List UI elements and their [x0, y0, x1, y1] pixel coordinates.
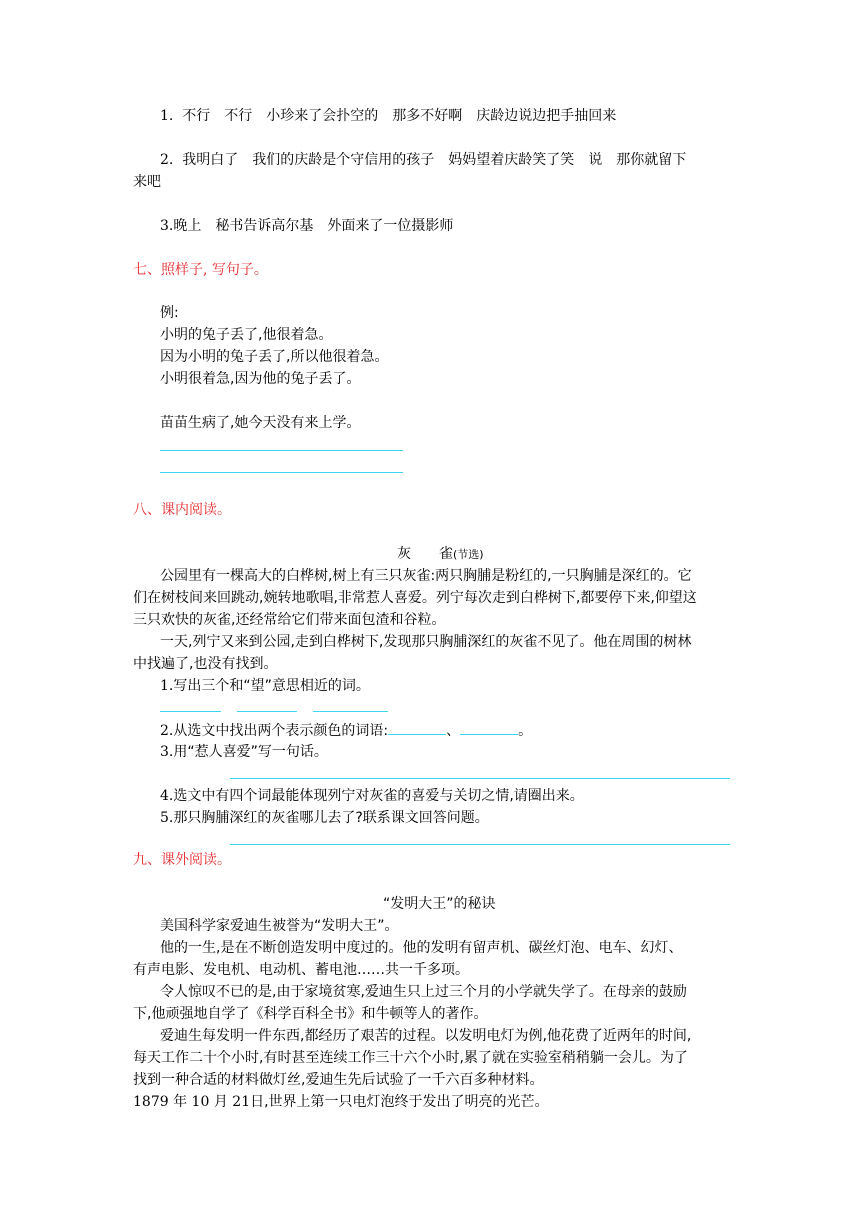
s6-item-3-num: 3.: [160, 218, 174, 234]
s9-para-3-line-1: 令人惊叹不已的是,由于家境贫寒,爱迪生只上过三个月的小学就失学了。在母亲的鼓励: [160, 984, 687, 1000]
s8-q3-answer-line[interactable]: [230, 778, 730, 779]
s9-day: 21: [232, 1094, 251, 1110]
s6-item-2-line-2: 来吧: [133, 174, 161, 190]
s9-year: 1879: [133, 1094, 169, 1110]
s8-q5-num: 5.: [160, 810, 174, 826]
s8-q1-blank-3[interactable]: [313, 711, 388, 712]
s8-q2-sep: 、: [446, 723, 461, 739]
s8-q2-num: 2.: [160, 723, 174, 739]
s9-para-4-line-3: 找到一种合适的材料做灯丝,爱迪生先后试验了一千六百多种材料。: [133, 1072, 544, 1088]
s8-title-main: 灰 雀: [397, 546, 453, 562]
s9-para-4-line-1: 爱迪生每发明一件东西,都经历了艰苦的过程。以发明电灯为例,他花费了近两年的时间,: [160, 1028, 692, 1044]
s7-example-label: 例:: [160, 305, 179, 321]
s8-question-1: [160, 676, 370, 696]
s8-q3-num: 3.: [160, 744, 174, 760]
s9-para-2-line-1: 他的一生,是在不断创造发明中度过的。他的发明有留声机、碳丝灯泡、电车、幻灯、: [160, 940, 683, 956]
s8-q5-text: 那只胸脯深红的灰雀哪儿去了?联系课文回答问题。: [173, 810, 489, 826]
s8-para-2-line-2: 中找遍了,也没有找到。: [133, 656, 278, 672]
s9-year-unit: 年: [173, 1094, 188, 1110]
s9-heading: 九、课外阅读。: [133, 852, 231, 868]
s6-item-3-text: 晚上 秘书告诉高尔基 外面来了一位摄影师: [173, 218, 454, 234]
s6-item-3: [160, 216, 453, 236]
s8-question-3: [160, 742, 328, 762]
s6-item-2: [160, 150, 686, 170]
s8-heading: 八、课内阅读。: [133, 502, 231, 518]
s9-month-unit: 月: [213, 1094, 228, 1110]
s8-passage-title: [397, 544, 484, 565]
s7-example-line-3: 小明很着急,因为他的兔子丢了。: [160, 371, 361, 387]
s8-q2-text: 从选文中找出两个表示颜色的词语:: [173, 723, 389, 739]
s6-item-1: [160, 106, 616, 126]
s8-q3-text: 用“惹人喜爱”写一句话。: [173, 744, 328, 760]
s6-item-1-text: 不行 不行 小珍来了会扑空的 那多不好啊 庆龄边说边把手抽回来: [182, 108, 617, 124]
s6-item-2-num: 2.: [160, 152, 174, 168]
s8-q2-blank-2[interactable]: [460, 720, 518, 735]
s8-question-2: [160, 720, 532, 741]
s7-example-line-2: 因为小明的兔子丢了,所以他很着急。: [160, 349, 389, 365]
s8-q4-text: 选文中有四个词最能体现列宁对灰雀的喜爱与关切之情,请圈出来。: [173, 788, 584, 804]
s8-question-5: [160, 808, 489, 828]
s8-q2-blank-1[interactable]: [388, 720, 446, 735]
s9-para-5: [133, 1092, 549, 1112]
s7-answer-line-2[interactable]: [160, 472, 403, 473]
s8-para-1-line-2: 们在树枝间来回跳动,婉转地歌唱,非常惹人喜爱。列宁每次走到白桦树下,都要停下来,仰望这: [133, 590, 697, 606]
s8-question-4: [160, 786, 584, 806]
s8-q1-blank-2[interactable]: [237, 711, 297, 712]
s9-month: 10: [191, 1094, 210, 1110]
s6-item-1-num: 1.: [160, 108, 174, 124]
s7-prompt: 苗苗生病了,她今天没有来上学。: [160, 415, 361, 431]
s7-answer-line-1[interactable]: [160, 450, 403, 451]
s9-para-3-line-2: 下,他顽强地自学了《科学百科全书》和牛顿等人的著作。: [133, 1006, 488, 1022]
s8-para-2-line-1: 一天,列宁又来到公园,走到白桦树下,发现那只胸脯深红的灰雀不见了。他在周围的树林: [160, 634, 692, 650]
s9-para-2-line-2: 有声电影、发电机、电动机、蓄电池……共一千多项。: [133, 962, 469, 978]
s7-example-line-1: 小明的兔子丢了,他很着急。: [160, 327, 333, 343]
s9-para-4-line-2: 每天工作二十个小时,有时甚至连续工作三十六个小时,累了就在实验室稍稍躺一会儿。为了: [133, 1050, 688, 1066]
s8-q4-num: 4.: [160, 788, 174, 804]
s9-para-5-rest: 日,世界上第一只电灯泡终于发出了明亮的光芒。: [250, 1094, 549, 1110]
s8-title-note: (节选): [453, 548, 484, 561]
s8-para-1-line-1: 公园里有一棵高大的白桦树,树上有三只灰雀:两只胸脯是粉红的,一只胸脯是深红的。它: [160, 568, 692, 584]
s9-passage-title: “发明大王”的秘诀: [383, 896, 496, 912]
s8-q2-end: 。: [518, 723, 533, 739]
s8-q1-num: 1.: [160, 678, 174, 694]
s8-q1-text: 写出三个和“望”意思相近的词。: [173, 678, 370, 694]
s6-item-2-line-1: 我明白了 我们的庆龄是个守信用的孩子 妈妈望着庆龄笑了笑 说 那你就留下: [182, 152, 687, 168]
s7-heading: 七、照样子, 写句子。: [133, 262, 268, 278]
s8-q1-blank-1[interactable]: [160, 711, 221, 712]
s8-para-1-line-3: 三只欢快的灰雀,还经常给它们带来面包渣和谷粒。: [133, 612, 446, 628]
s9-para-1: 美国科学家爱迪生被誉为“发明大王”。: [160, 918, 399, 934]
s8-q5-answer-line[interactable]: [230, 844, 730, 845]
